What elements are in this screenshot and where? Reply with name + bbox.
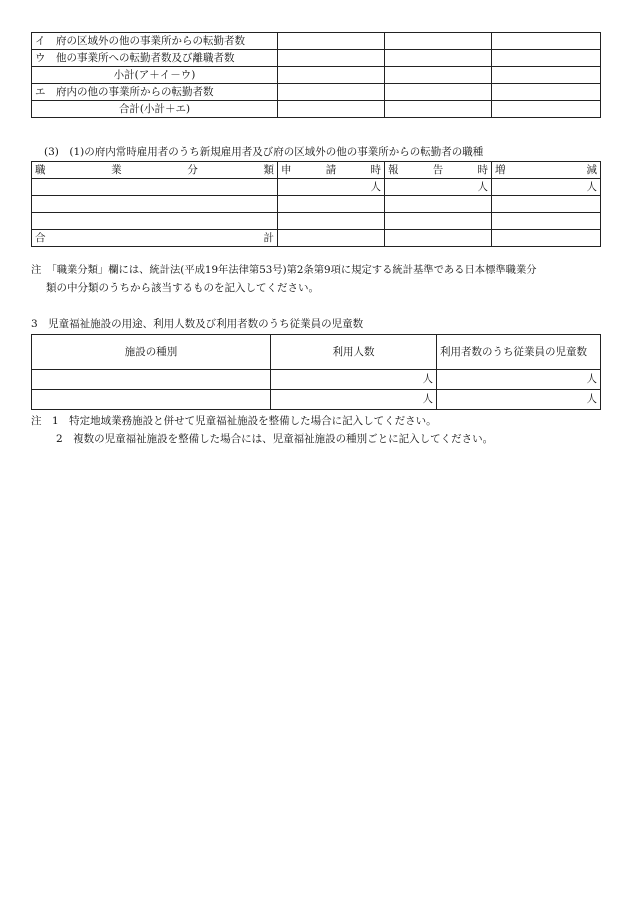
value-cell[interactable] [278, 67, 385, 84]
header-facility-type: 施設の種別 [32, 335, 271, 370]
value-cell[interactable] [385, 84, 492, 101]
table-header-row [32, 162, 601, 179]
table-header-row [32, 335, 601, 370]
section-heading-occupation: (3) (1)の府内常時雇用者のうち新規雇用者及び府の区域外の他の事業所からの転勤者の職種 [44, 146, 484, 158]
table-row [32, 67, 601, 84]
value-cell[interactable] [492, 213, 601, 230]
table-row [32, 230, 601, 247]
row-label: 小計(ア＋イ－ウ) [32, 67, 278, 84]
section-heading-childcare: 3 児童福祉施設の用途、利用人数及び利用者数のうち従業員の児童数 [31, 318, 364, 330]
value-cell[interactable] [385, 230, 492, 247]
header-user-count: 利用人数 [271, 335, 437, 370]
value-cell[interactable] [385, 101, 492, 118]
occupation-cell[interactable] [32, 196, 278, 213]
row-label: ウ 他の事業所への転勤者数及び離職者数 [32, 50, 278, 67]
header-occupation: 職 業 分 類 [32, 162, 278, 179]
unit-label: 人 [437, 390, 601, 410]
row-label: 合計(小計＋エ) [32, 101, 278, 118]
value-cell[interactable] [278, 33, 385, 50]
unit-label: 人 [271, 390, 437, 410]
value-cell[interactable] [278, 213, 385, 230]
transfer-count-table [31, 32, 601, 118]
value-cell[interactable] [278, 230, 385, 247]
value-cell[interactable] [385, 196, 492, 213]
childcare-note-1: 注 1 特定地域業務施設と併せて児童福祉施設を整備した場合に記入してください。 [31, 415, 437, 427]
occupation-cell[interactable] [32, 213, 278, 230]
header-employee-children: 利用者数のうち従業員の児童数 [437, 335, 601, 370]
value-cell[interactable] [492, 101, 601, 118]
table-row [32, 196, 601, 213]
childcare-table [31, 334, 601, 410]
table-row [32, 101, 601, 118]
row-label: エ 府内の他の事業所からの転勤者数 [32, 84, 278, 101]
unit-label: 人 [492, 179, 601, 196]
value-cell[interactable] [385, 213, 492, 230]
value-cell[interactable] [278, 50, 385, 67]
childcare-note-2: 2 複数の児童福祉施設を整備した場合には、児童福祉施設の種別ごとに記入してください。 [56, 433, 494, 445]
value-cell[interactable] [492, 196, 601, 213]
unit-label: 人 [278, 179, 385, 196]
row-label: イ 府の区域外の他の事業所からの転勤者数 [32, 33, 278, 50]
header-application: 申 請 時 [278, 162, 385, 179]
table-row [32, 213, 601, 230]
unit-label: 人 [271, 370, 437, 390]
total-label: 合 計 [32, 230, 278, 247]
value-cell[interactable] [492, 33, 601, 50]
table-row [32, 390, 601, 410]
occupation-note-line2: 類の中分類のうちから該当するものを記入してください。 [46, 282, 319, 294]
unit-label: 人 [385, 179, 492, 196]
table-row [32, 179, 601, 196]
value-cell[interactable] [492, 50, 601, 67]
value-cell[interactable] [385, 67, 492, 84]
unit-label: 人 [437, 370, 601, 390]
value-cell[interactable] [492, 84, 601, 101]
facility-type-cell[interactable] [32, 370, 271, 390]
occupation-cell[interactable] [32, 179, 278, 196]
value-cell[interactable] [278, 101, 385, 118]
header-change: 増 減 [492, 162, 601, 179]
header-report: 報 告 時 [385, 162, 492, 179]
occupation-table [31, 161, 601, 247]
value-cell[interactable] [492, 67, 601, 84]
table-row [32, 84, 601, 101]
value-cell[interactable] [278, 84, 385, 101]
occupation-note-line1: 注 「職業分類」欄には、統計法(平成19年法律第53号)第2条第9項に規定する統計基準である日本標準職業分 [31, 264, 537, 276]
table-row [32, 370, 601, 390]
value-cell[interactable] [385, 33, 492, 50]
facility-type-cell[interactable] [32, 390, 271, 410]
table-row [32, 50, 601, 67]
table-row [32, 33, 601, 50]
value-cell[interactable] [278, 196, 385, 213]
value-cell[interactable] [492, 230, 601, 247]
value-cell[interactable] [385, 50, 492, 67]
